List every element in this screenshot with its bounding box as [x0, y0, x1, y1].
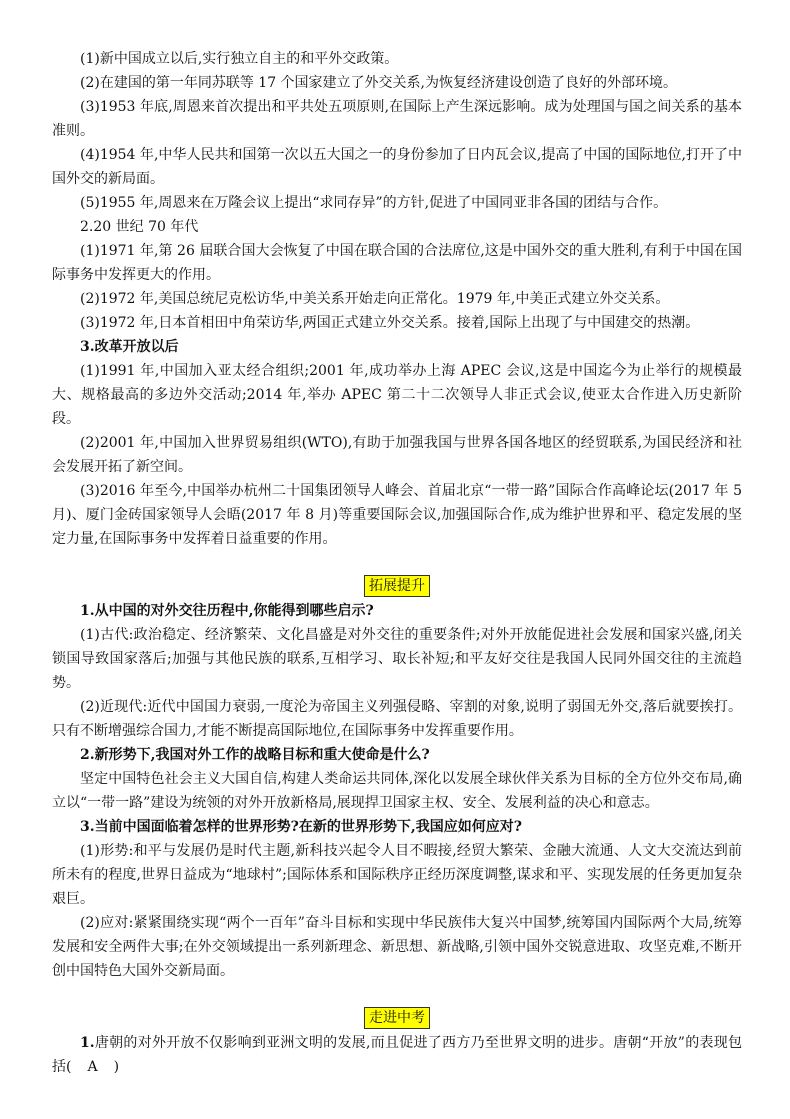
section-banner-tuozhan: 拓展提升 [364, 575, 430, 597]
paragraph: (1)新中国成立以后,实行独立自主的和平外交政策。 [80, 51, 399, 67]
section-banner-zoujin: 走进中考 [364, 1007, 430, 1029]
question-text: 唐朝的对外开放不仅影响到亚洲文明的发展,而且促进了西方乃至世界文明的进步。唐朝“开放”的表现包括( [52, 1035, 742, 1075]
paragraph: (2)近现代:近代中国国力衰弱,一度沦为帝国主义列强侵略、宰割的对象,说明了弱国无外交,落后就要挨打。只有不断增强综合国力,才能不断提高国际地位,在国际事务中发挥重要作用。 [52, 699, 742, 739]
section-heading: 3.改革开放以后 [80, 339, 179, 355]
paragraph: (3)2016 年至今,中国举办杭州二十国集团领导人峰会、首届北京“一带一路”国际合作高峰论坛(2017 年 5 月)、厦门金砖国家领导人会晤(2017 年 8 月)等重要国际会议,加强国际合作,成为维护世界和平、稳定发展的坚定力量,在国际事务中发挥着日益重要的作用。 [52, 483, 742, 547]
paragraph: (1)形势:和平与发展仍是时代主题,新科技兴起令人目不暇接,经贸大繁荣、金融大流通、人文大交流达到前所未有的程度,世界日益成为“地球村”;国际体系和国际秩序正经历深度调整,谋求和平、实现发展的任务更加复杂艰巨。 [52, 843, 742, 907]
banner-row [52, 575, 742, 597]
answer-choice: A [87, 1059, 98, 1075]
document-content [52, 47, 742, 1079]
paragraph: (1)1971 年,第 26 届联合国大会恢复了中国在联合国的合法席位,这是中国外交的重大胜利,有利于中国在国际事务中发挥更大的作用。 [52, 243, 742, 283]
section-heading: 2.20 世纪 70 年代 [80, 219, 199, 235]
paragraph: (1)1991 年,中国加入亚太经合组织;2001 年,成功举办上海 APEC 会议,这是中国迄今为止举行的规模最大、规格最高的多边外交活动;2014 年,举办 APEC 第二十二次领导人非正式会议,使亚太合作进入历史新阶段。 [52, 363, 742, 427]
banner-row [52, 1007, 742, 1029]
paragraph: 坚定中国特色社会主义大国自信,构建人类命运共同体,深化以发展全球伙伴关系为目标的全方位外交布局,确立以“一带一路”建设为统领的对外开放新格局,展现捍卫国家主权、安全、发展利益的决心和意志。 [52, 771, 742, 811]
paragraph: (5)1955 年,周恩来在万隆会议上提出“求同存异”的方针,促进了中国同亚非各国的团结与合作。 [80, 195, 668, 211]
paragraph: (3)1972 年,日本首相田中角荣访华,两国正式建立外交关系。接着,国际上出现了与中国建交的热潮。 [80, 315, 700, 331]
paragraph: (4)1954 年,中华人民共和国第一次以五大国之一的身份参加了日内瓦会议,提高了中国的国际地位,打开了中国外交的新局面。 [52, 147, 742, 187]
paragraph: (3)1953 年底,周恩来首次提出和平共处五项原则,在国际上产生深远影响。成为处理国与国之间关系的基本准则。 [52, 99, 742, 139]
paragraph: (1)古代:政治稳定、经济繁荣、文化昌盛是对外交往的重要条件;对外开放能促进社会发展和国家兴盛,闭关锁国导致国家落后;加强与其他民族的联系,互相学习、取长补短;和平友好交往是我国人民同外国交往的主流趋势。 [52, 627, 742, 691]
paragraph: (2)2001 年,中国加入世界贸易组织(WTO),有助于加强我国与世界各国各地区的经贸联系,为国民经济和社会发展开拓了新空间。 [52, 435, 742, 475]
question-heading: 3.当前中国面临着怎样的世界形势?在新的世界形势下,我国应如何应对? [80, 819, 522, 835]
paragraph: (2)1972 年,美国总统尼克松访华,中美关系开始走向正常化。1979 年,中美正式建立外交关系。 [80, 291, 670, 307]
paragraph: (2)在建国的第一年同苏联等 17 个国家建立了外交关系,为恢复经济建设创造了良好的外部环境。 [80, 75, 677, 91]
question-paren-close: ) [113, 1059, 120, 1075]
question-heading: 2.新形势下,我国对外工作的战略目标和重大使命是什么? [80, 747, 430, 763]
question-number: 1. [80, 1035, 95, 1051]
question-heading: 1.从中国的对外交往历程中,你能得到哪些启示? [80, 603, 374, 619]
exam-question [52, 1031, 742, 1079]
paragraph: (2)应对:紧紧围绕实现“两个一百年”奋斗目标和实现中华民族伟大复兴中国梦,统筹国内国际两个大局,统筹发展和安全两件大事;在外交领域提出一系列新理念、新思想、新战略,引领中国外交锐意进取、攻坚克难,不断开创中国特色大国外交新局面。 [52, 915, 742, 979]
